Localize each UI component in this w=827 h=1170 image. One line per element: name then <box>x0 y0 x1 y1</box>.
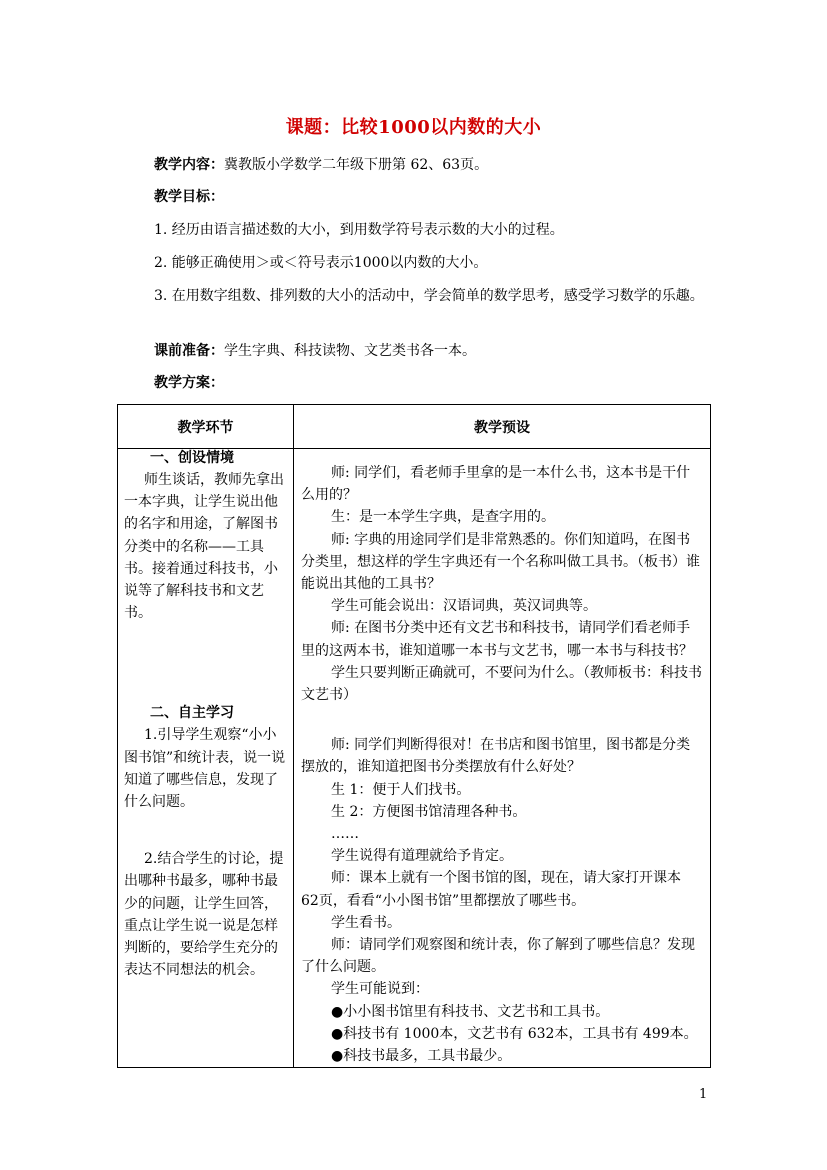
section-1-text: 师生谈话，教师先拿出一本字典，让学生说出他的名字和用途，了解图书分类中的名称——工具书。接着通过科技书，小说等了解科技书和文艺书。 <box>124 472 284 622</box>
goal-2: 2. 能够正确使用＞或＜符号表示1000以内数的大小。 <box>154 255 488 271</box>
stage-cell <box>118 449 294 1068</box>
preset-line: ●科技书有 1000本，文艺书有 632本，工具书有 499本。 <box>331 1025 698 1042</box>
content-label: 教学内容： <box>154 157 224 173</box>
preset-line: 生 2：方便图书馆清理各种书。 <box>331 803 527 820</box>
content-paragraph <box>117 154 713 176</box>
preset-line: ●科技书最多，工具书最少。 <box>331 1048 512 1065</box>
preset-line: 学生可能会说出：汉语词典，英汉词典等。 <box>331 598 597 615</box>
preset-line: 生：是一本学生字典，是查字用的。 <box>331 509 555 526</box>
prep-paragraph <box>117 340 713 362</box>
preset-line: ●小小图书馆里有科技书、文艺书和工具书。 <box>331 1003 610 1020</box>
preset-line: 师：请同学们观察图和统计表，你了解到了哪些信息？发现了什么问题。 <box>301 937 695 976</box>
preset-line: 师: 同学们判断得很对！在书店和图书馆里，图书都是分类摆放的，谁知道把图书分类摆放有什么好处？ <box>301 737 691 776</box>
preset-line: …… <box>331 826 359 843</box>
content-text: 冀教版小学数学二年级下册第 62、63页。 <box>224 157 489 173</box>
preset-block-2 <box>301 734 702 1067</box>
section-1-title: 一、创设情境 <box>150 450 234 466</box>
preset-line: 学生可能说到： <box>331 981 429 998</box>
page-number: 1 <box>699 1087 708 1102</box>
preset-line: 生 1：便于人们找书。 <box>331 781 471 798</box>
section-2-item-1: 1.引导学生观察“小小图书馆”和统计表，说一说知道了哪些信息，发现了什么问题。 <box>124 727 286 811</box>
prep-label: 课前准备： <box>154 343 224 359</box>
preset-line: 师：课本上就有一个图书馆的图，现在，请大家打开课本 62页，看看“小小图书馆”里都摆放了哪些书。 <box>301 870 681 909</box>
preset-line: 师: 在图书分类中还有文艺书和科技书，请同学们看老师手里的这两本书，谁知道哪一本书与文艺书，哪一本书与科技书？ <box>301 620 693 659</box>
goals-label: 教学目标： <box>154 189 224 205</box>
preset-line: 师: 同学们，看老师手里拿的是一本什么书，这本书是干什么用的？ <box>301 465 691 504</box>
prep-text: 学生字典、科技读物、文艺类书各一本。 <box>224 343 476 359</box>
goal-3: 3. 在用数字组数、排列数的大小的活动中，学会简单的数学思考，感受学习数学的乐趣。 <box>154 288 704 304</box>
section-2-item-2: 2.结合学生的讨论，提出哪种书最多，哪种书最少的问题，让学生回答，重点让学生说一说是怎样判断的，要给学生充分的表达不同想法的机会。 <box>124 851 284 979</box>
section-2-title: 二、自主学习 <box>150 705 234 722</box>
table-body-row <box>118 449 711 1068</box>
preset-cell <box>294 449 711 1068</box>
preset-line: 学生只要判断正确就可，不要问为什么。（教师板书：科技书 文艺书） <box>301 664 702 704</box>
plan-label: 教学方案： <box>154 375 224 391</box>
preset-line: 师: 字典的用途同学们是非常熟悉的。你们知道吗，在图书分类里，想这样的学生字典还有一个名称叫做工具书。（板书）谁能说出其他的工具书？ <box>301 531 700 593</box>
preset-line: 学生看书。 <box>331 914 401 931</box>
document-title: 课题：比较1000以内数的大小 <box>285 117 542 138</box>
header-stage: 教学环节 <box>118 405 294 449</box>
preset-block-1 <box>301 462 702 706</box>
header-preset: 教学预设 <box>294 405 711 449</box>
teaching-plan-table <box>117 404 711 1068</box>
goal-1: 1. 经历由语言描述数的大小，到用数学符号表示数的大小的过程。 <box>154 222 564 238</box>
preset-line: 学生说得有道理就给予肯定。 <box>331 848 513 865</box>
table-header-row <box>118 405 711 449</box>
